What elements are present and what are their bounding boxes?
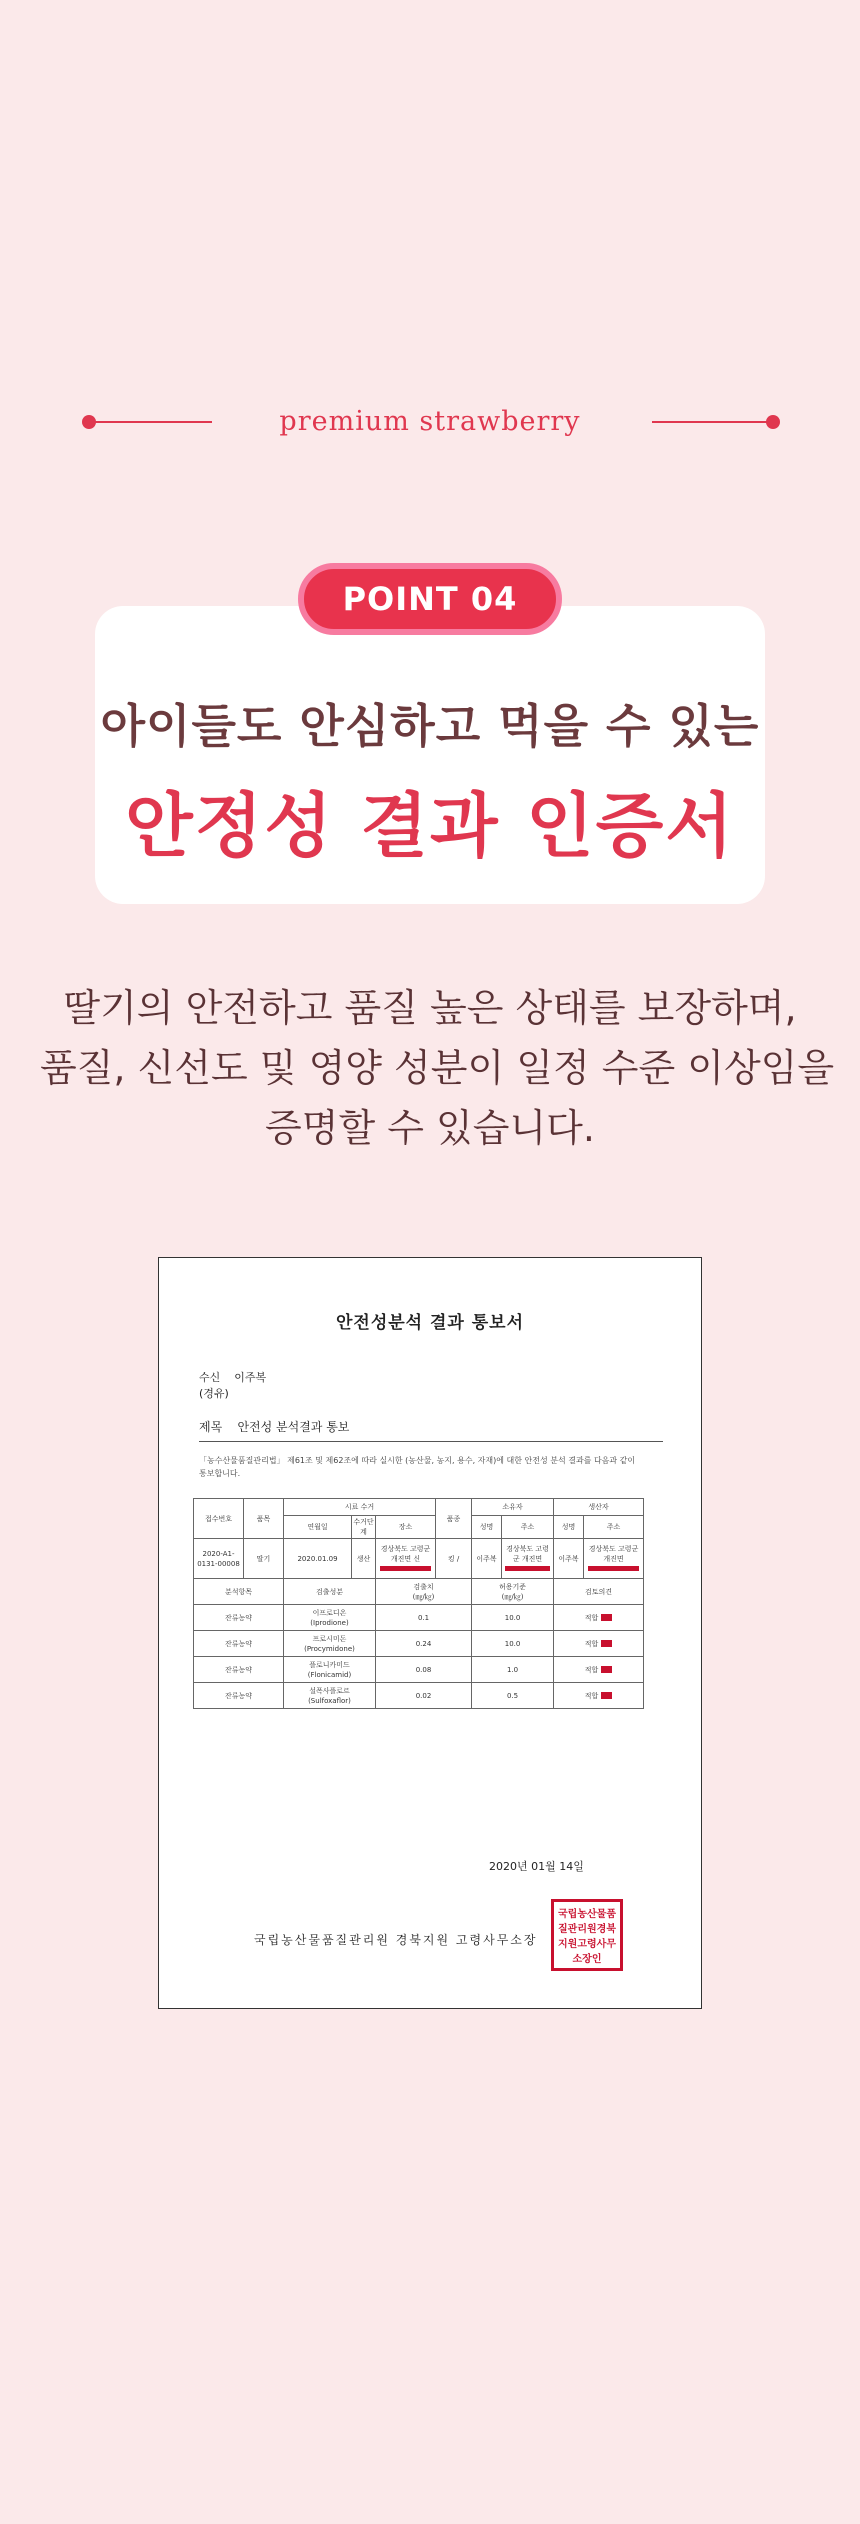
table-cell: 생산 xyxy=(352,1539,376,1579)
table-cell: 연월일 xyxy=(284,1516,352,1539)
component-en: (Sulfoxaflor) xyxy=(308,1696,351,1705)
table-cell xyxy=(502,1539,554,1579)
document-title: 안전성분석 결과 통보서 xyxy=(335,1313,525,1333)
document-date: 2020년 01월 14일 xyxy=(489,1860,584,1873)
table-cell: 10.0 xyxy=(472,1631,554,1657)
analysis-table xyxy=(193,1498,644,1709)
document-subject: 제목 안전성 분석결과 통보 xyxy=(199,1420,350,1434)
component-ko: 프로시미돈 xyxy=(312,1634,347,1643)
table-row xyxy=(194,1631,644,1657)
table-cell: 0.1 xyxy=(376,1605,472,1631)
table-cell xyxy=(284,1605,376,1631)
table-cell: 분석항목 xyxy=(194,1579,284,1605)
table-cell: 품종 xyxy=(436,1499,472,1539)
redaction-mark xyxy=(601,1692,612,1699)
table-cell: 품목 xyxy=(244,1499,284,1539)
document-recipient xyxy=(199,1370,266,1402)
document-body: 「농수산물품질관리법」 제61조 및 제62조에 따라 실시한 (농산물, 농지, 용수, 자재)에 대한 안전성 분석 결과를 다음과 같이 통보합니다. xyxy=(199,1456,636,1478)
table-cell: 수거단계 xyxy=(352,1516,376,1539)
table-cell: 검출성분 xyxy=(284,1579,376,1605)
table-cell: 생산자 xyxy=(554,1499,644,1516)
table-cell xyxy=(554,1683,644,1709)
headline-subtitle: 아이들도 안심하고 먹을 수 있는 xyxy=(100,699,760,753)
table-cell xyxy=(472,1579,554,1605)
component-ko: 이프로디온 xyxy=(312,1608,347,1617)
component-en: (Procymidone) xyxy=(304,1644,355,1653)
table-cell xyxy=(554,1631,644,1657)
result-text: 적합 xyxy=(584,1613,599,1622)
table-cell xyxy=(584,1539,644,1579)
table-cell xyxy=(376,1579,472,1605)
result-text: 적합 xyxy=(584,1639,599,1648)
table-cell: 소유자 xyxy=(472,1499,554,1516)
table-cell: 잔류농약 xyxy=(194,1683,284,1709)
table-row xyxy=(194,1579,644,1605)
result-text: 적합 xyxy=(584,1691,599,1700)
component-en: (Iprodione) xyxy=(310,1618,349,1627)
document-issuer: 국립농산물품질관리원 경북지원 고령사무소장 xyxy=(254,1933,538,1947)
description-line: 품질, 신선도 및 영양 성분이 일정 수준 이상임을 xyxy=(40,1046,835,1090)
subject-divider xyxy=(199,1441,663,1442)
certificate-document xyxy=(158,1257,702,2009)
table-cell: 0.5 xyxy=(472,1683,554,1709)
redaction-mark xyxy=(380,1566,431,1571)
tagline-row xyxy=(0,400,860,444)
right-dot-icon xyxy=(766,415,780,429)
table-cell: 2020-A1-0131-00008 xyxy=(194,1539,244,1579)
table-cell: 0.24 xyxy=(376,1631,472,1657)
description xyxy=(40,978,835,1158)
right-decorative-line xyxy=(652,421,774,423)
table-cell: 잔류농약 xyxy=(194,1657,284,1683)
table-cell: 성명 xyxy=(554,1516,584,1539)
table-cell: 킹 / xyxy=(436,1539,472,1579)
point-badge: POINT 04 xyxy=(298,563,562,635)
table-cell xyxy=(284,1683,376,1709)
table-cell: 0.08 xyxy=(376,1657,472,1683)
official-seal: 국립농산물품질관리원경북지원고령사무소장인 xyxy=(551,1899,623,1971)
redaction-mark xyxy=(588,1566,639,1571)
table-cell: 1.0 xyxy=(472,1657,554,1683)
table-cell: 10.0 xyxy=(472,1605,554,1631)
component-ko: 플로니카미드 xyxy=(309,1660,350,1669)
recipient-line: 수신 이주복 xyxy=(199,1371,267,1384)
limit-unit: (㎎/㎏) xyxy=(501,1592,524,1601)
table-cell: 이주복 xyxy=(472,1539,502,1579)
table-row xyxy=(194,1683,644,1709)
place-text: 경상북도 고령군 개진면 신 xyxy=(380,1544,431,1563)
description-line: 증명할 수 있습니다. xyxy=(265,1106,595,1150)
table-cell: 2020.01.09 xyxy=(284,1539,352,1579)
redaction-mark xyxy=(601,1666,612,1673)
detected-unit: (㎎/㎏) xyxy=(412,1592,435,1601)
table-cell: 접수번호 xyxy=(194,1499,244,1539)
table-row xyxy=(194,1605,644,1631)
table-cell xyxy=(554,1605,644,1631)
table-cell: 딸기 xyxy=(244,1539,284,1579)
component-en: (Flonicamid) xyxy=(307,1670,352,1679)
result-text: 적합 xyxy=(584,1665,599,1674)
table-row xyxy=(194,1657,644,1683)
description-line: 딸기의 안전하고 품질 높은 상태를 보장하며, xyxy=(63,986,797,1030)
table-cell: 검토의견 xyxy=(554,1579,644,1605)
redaction-mark xyxy=(505,1566,549,1571)
table-cell: 장소 xyxy=(376,1516,436,1539)
table-cell: 이주복 xyxy=(554,1539,584,1579)
redaction-mark xyxy=(601,1614,612,1621)
redaction-mark xyxy=(601,1640,612,1647)
tagline: premium strawberry xyxy=(279,406,581,437)
table-cell: 잔류농약 xyxy=(194,1605,284,1631)
table-cell xyxy=(376,1539,436,1579)
detected-label: 검출치 xyxy=(413,1582,434,1591)
table-cell: 주소 xyxy=(502,1516,554,1539)
limit-label: 허용기준 xyxy=(499,1582,527,1591)
table-cell xyxy=(284,1657,376,1683)
component-ko: 설폭사플로르 xyxy=(309,1686,350,1695)
recipient-via: (경유) xyxy=(199,1387,229,1400)
table-cell: 시료 수거 xyxy=(284,1499,436,1516)
table-cell: 성명 xyxy=(472,1516,502,1539)
table-cell xyxy=(284,1631,376,1657)
owner-address-text: 경상북도 고령군 개진면 xyxy=(506,1544,549,1563)
table-cell: 0.02 xyxy=(376,1683,472,1709)
table-cell: 잔류농약 xyxy=(194,1631,284,1657)
table-cell xyxy=(554,1657,644,1683)
table-cell: 주소 xyxy=(584,1516,644,1539)
table-row xyxy=(194,1499,644,1516)
producer-address-text: 경상북도 고령군 개진면 xyxy=(588,1544,639,1563)
table-row xyxy=(194,1539,644,1579)
headline-title: 안정성 결과 인증서 xyxy=(125,785,735,867)
